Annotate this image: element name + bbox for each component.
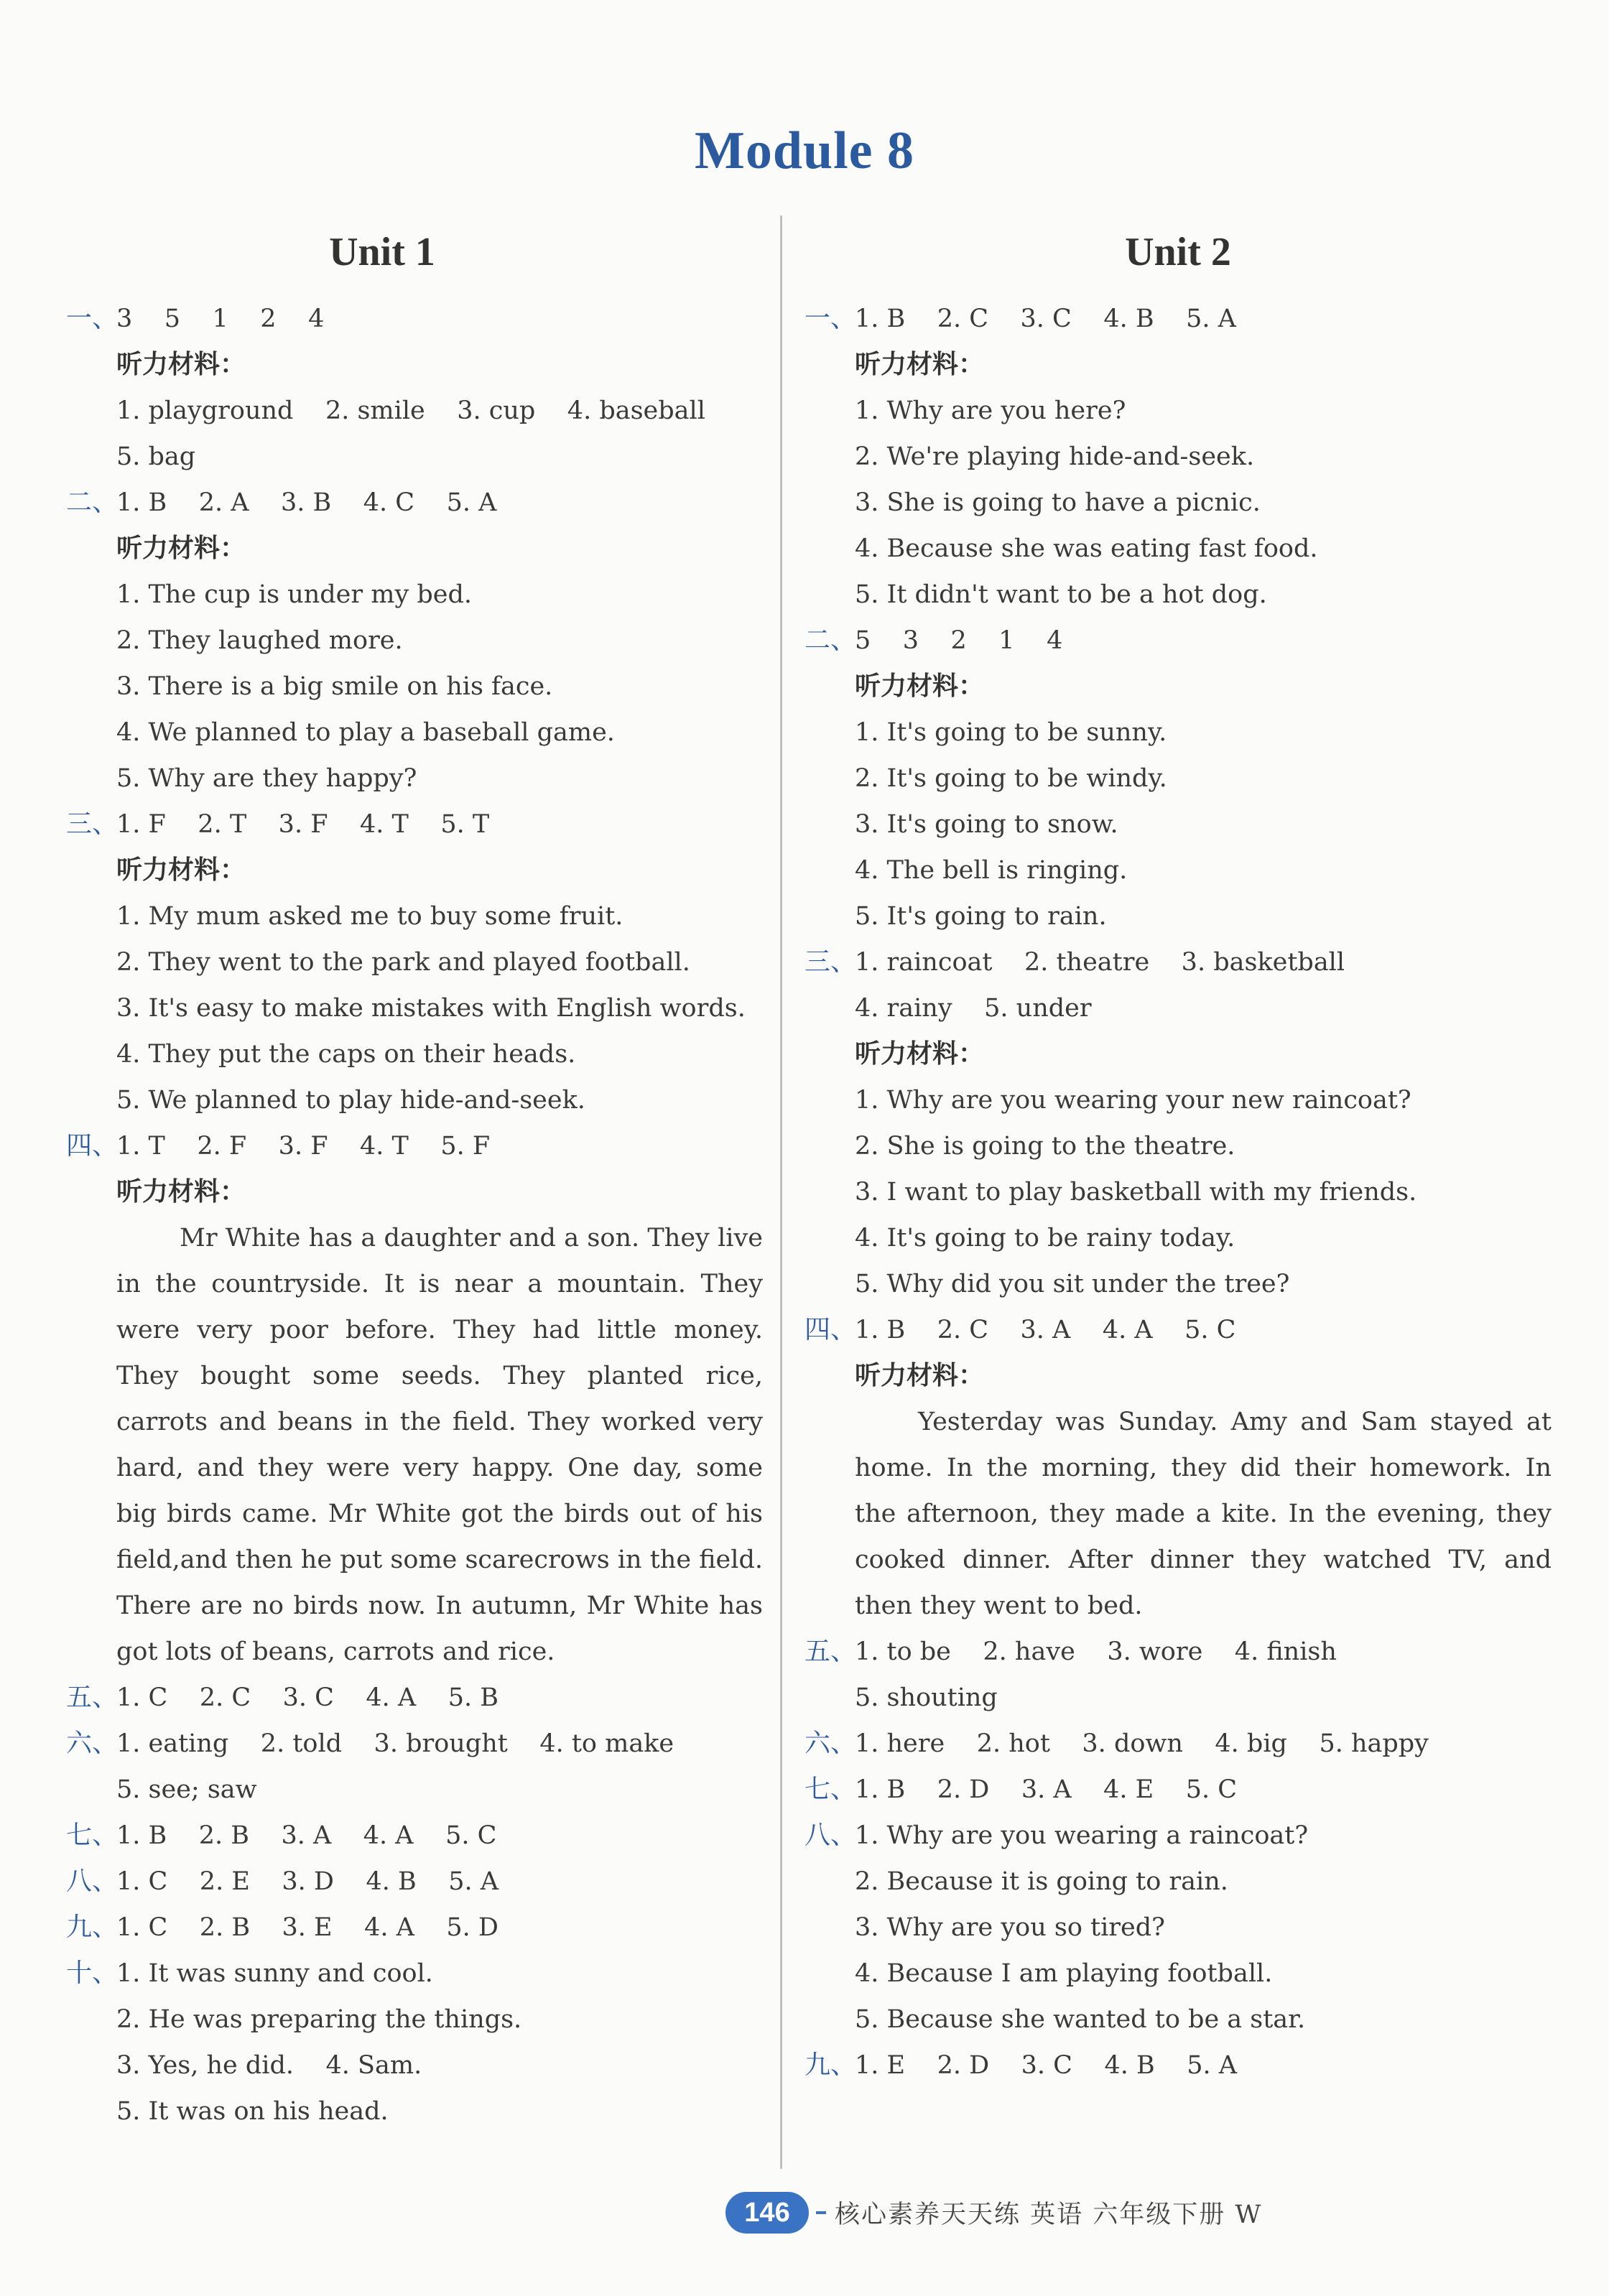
section-number: 三、 (66, 809, 119, 839)
text-line (804, 434, 1552, 480)
line-text: 2. She is going to the theatre. (855, 1132, 1235, 1161)
line-text: 4. It's going to be rainy today. (855, 1224, 1235, 1252)
line-text: 3. Why are you so tired? (855, 1913, 1165, 1942)
answer-text: 1. B 2. C 3. C 4. B 5. A (855, 305, 1236, 333)
line-text: 5. It's going to rain. (855, 902, 1107, 931)
answer-row (66, 1123, 763, 1169)
module-title: Module 8 (694, 121, 915, 180)
text-line (66, 893, 763, 939)
listening-label: 听力材料： (855, 350, 985, 379)
text-line (804, 1905, 1552, 1951)
text-line (66, 1997, 763, 2042)
text-line (804, 1077, 1552, 1123)
text-line (804, 526, 1552, 572)
section-number: 九、 (804, 2050, 857, 2080)
section-number: 八、 (804, 1821, 857, 1850)
line-text: 1. The cup is under my bed. (116, 580, 472, 609)
answer-text: 1. here 2. hot 3. down 4. big 5. happy (855, 1729, 1429, 1758)
section-number: 二、 (804, 626, 857, 655)
line-text: 5. We planned to play hide-and-seek. (116, 1086, 585, 1115)
listening-heading (66, 526, 763, 572)
text-line (804, 801, 1552, 847)
text-line (804, 1997, 1552, 2042)
unit1-passage: Mr White has a daughter and a son. They live in the countryside. It is near a mountain. They were very poor before. They had little money. They bought some seeds. They planted rice, carrots and beans in the field. They worked very hard, and they were very happy. One day, some big birds came. Mr White got the birds out of his field,and then he put some scarecrows in the field. There are no birds now. In autumn, Mr White has got lots of beans, carrots and rice. (116, 1224, 763, 1666)
line-text: 4. They put the caps on their heads. (116, 1040, 576, 1069)
answer-row (66, 1905, 763, 1951)
section-number: 七、 (804, 1775, 857, 1804)
text-line (66, 939, 763, 985)
unit1-title: Unit 1 (329, 230, 435, 274)
section-number: 五、 (804, 1637, 857, 1666)
text-line (804, 1123, 1552, 1169)
unit2-sections-2 (804, 1629, 1552, 2088)
section-number: 六、 (66, 1729, 119, 1758)
text-line (66, 572, 763, 618)
text-line (66, 618, 763, 664)
line-text: 5. Why did you sit under the tree? (855, 1270, 1290, 1298)
line-text: 3. It's easy to make mistakes with English words. (116, 994, 746, 1023)
text-line (804, 1261, 1552, 1307)
text-line (804, 1859, 1552, 1905)
line-text: 4. The bell is ringing. (855, 856, 1128, 885)
answer-text: 1. T 2. F 3. F 4. T 5. F (116, 1132, 491, 1161)
unit2-title: Unit 2 (1125, 230, 1231, 274)
unit2-sections (804, 296, 1552, 1399)
answer-row (804, 1629, 1552, 1675)
answer-row (66, 1859, 763, 1905)
section-number: 六、 (804, 1729, 857, 1758)
answer-row (804, 1307, 1552, 1353)
answer-row (804, 939, 1552, 985)
line-text: 3. It's going to snow. (855, 810, 1118, 839)
line-text: 2. It's going to be windy. (855, 764, 1167, 793)
answer-row (66, 1721, 763, 1767)
line-text: 5. Because she wanted to be a star. (855, 2005, 1306, 2034)
text-line (66, 1767, 763, 1813)
listening-label: 听力材料： (116, 534, 246, 563)
line-text: 5. Why are they happy? (116, 764, 417, 793)
text-line (804, 480, 1552, 526)
section-number: 四、 (804, 1315, 857, 1344)
listening-heading (66, 342, 763, 388)
line-text: 4. Because she was eating fast food. (855, 534, 1318, 563)
answer-row (804, 618, 1552, 664)
text-line (66, 1077, 763, 1123)
listening-heading (804, 1353, 1552, 1399)
text-line (804, 388, 1552, 434)
text-line (804, 1169, 1552, 1215)
text-line (804, 1675, 1552, 1721)
line-text: 1. playground 2. smile 3. cup 4. baseball (116, 396, 705, 425)
answer-text: 1. B 2. A 3. B 4. C 5. A (116, 488, 497, 517)
footer-dash (816, 2211, 826, 2214)
line-text: 2. Because it is going to rain. (855, 1867, 1228, 1896)
unit1-column (66, 224, 763, 2134)
line-text: 3. There is a big smile on his face. (116, 672, 553, 701)
listening-heading (66, 847, 763, 893)
line-text: 2. We're playing hide-and-seek. (855, 442, 1255, 471)
text-line (66, 388, 763, 434)
answer-text: 1. B 2. C 3. A 4. A 5. C (855, 1316, 1236, 1344)
answer-text: 1. It was sunny and cool. (116, 1959, 433, 1988)
section-number: 八、 (66, 1867, 119, 1896)
answer-row (804, 296, 1552, 342)
line-text: 1. It's going to be sunny. (855, 718, 1167, 747)
text-line (66, 664, 763, 710)
unit1-sections (66, 296, 763, 1215)
text-line (66, 434, 763, 480)
answer-text: 1. raincoat 2. theatre 3. basketball (855, 948, 1345, 977)
unit2-column (804, 224, 1552, 2088)
text-line (804, 1951, 1552, 1997)
line-text: 4. Because I am playing football. (855, 1959, 1273, 1988)
answer-text: 3 5 1 2 4 (116, 305, 325, 333)
text-line (804, 985, 1552, 1031)
unit2-passage: Yesterday was Sunday. Amy and Sam stayed at home. In the morning, they did their homework. In the afternoon, they made a kite. In the evening, they cooked dinner. After dinner they watched TV, and then they went to bed. (855, 1408, 1552, 1620)
line-text: 3. Yes, he did. 4. Sam. (116, 2051, 422, 2080)
answer-text: 5 3 2 1 4 (855, 626, 1063, 655)
text-line (66, 2088, 763, 2134)
line-text: 5. shouting (855, 1683, 998, 1712)
answer-text: 1. F 2. T 3. F 4. T 5. T (116, 810, 490, 839)
text-line (66, 2042, 763, 2088)
answer-text: 1. B 2. B 3. A 4. A 5. C (116, 1821, 497, 1850)
line-text: 2. They went to the park and played football. (116, 948, 690, 977)
line-text: 5. It didn't want to be a hot dog. (855, 580, 1267, 609)
text-line (804, 756, 1552, 801)
text-line (804, 847, 1552, 893)
answer-row (66, 480, 763, 526)
text-line (804, 572, 1552, 618)
section-number: 一、 (804, 304, 857, 333)
listening-label: 听力材料： (855, 671, 985, 701)
listening-label: 听力材料： (116, 855, 246, 885)
answer-row (804, 1721, 1552, 1767)
line-text: 5. bag (116, 442, 196, 471)
text-line (804, 710, 1552, 756)
listening-label: 听力材料： (116, 1177, 246, 1207)
section-number: 九、 (66, 1912, 119, 1942)
answer-row (804, 1767, 1552, 1813)
answer-row (804, 1813, 1552, 1859)
line-text: 2. They laughed more. (116, 626, 403, 655)
answer-row (66, 801, 763, 847)
listening-label: 听力材料： (855, 1039, 985, 1069)
section-number: 一、 (66, 304, 119, 333)
answer-text: 1. C 2. B 3. E 4. A 5. D (116, 1913, 499, 1942)
section-number: 四、 (66, 1131, 119, 1161)
section-number: 七、 (66, 1821, 119, 1850)
line-text: 1. Why are you here? (855, 396, 1126, 425)
page-number: 146 (725, 2192, 809, 2234)
page-footer (725, 2188, 1262, 2238)
answer-text: 1. E 2. D 3. C 4. B 5. A (855, 2051, 1237, 2080)
line-text: 2. He was preparing the things. (116, 2005, 522, 2034)
listening-heading (804, 1031, 1552, 1077)
listening-heading (804, 342, 1552, 388)
line-text: 4. We planned to play a baseball game. (116, 718, 615, 747)
text-line (66, 710, 763, 756)
answer-row (66, 1675, 763, 1721)
listening-label: 听力材料： (855, 1361, 985, 1390)
text-line (66, 1031, 763, 1077)
answer-text: 1. C 2. C 3. C 4. A 5. B (116, 1683, 499, 1712)
answer-row (66, 1951, 763, 1997)
text-line (804, 1215, 1552, 1261)
section-number: 二、 (66, 488, 119, 517)
answer-row (66, 296, 763, 342)
answer-text: 1. Why are you wearing a raincoat? (855, 1821, 1309, 1850)
section-number: 五、 (66, 1683, 119, 1712)
text-line (66, 985, 763, 1031)
listening-label: 听力材料： (116, 350, 246, 379)
answer-row (66, 1813, 763, 1859)
answer-text: 1. B 2. D 3. A 4. E 5. C (855, 1775, 1237, 1804)
line-text: 3. I want to play basketball with my friends. (855, 1178, 1417, 1207)
section-number: 十、 (66, 1958, 119, 1988)
line-text: 5. see; saw (116, 1775, 257, 1804)
answer-text: 1. eating 2. told 3. brought 4. to make (116, 1729, 674, 1758)
line-text: 3. She is going to have a picnic. (855, 488, 1261, 517)
answer-text: 1. to be 2. have 3. wore 4. finish (855, 1637, 1337, 1666)
column-divider (780, 215, 782, 2169)
section-number: 三、 (804, 947, 857, 977)
unit1-sections-2 (66, 1675, 763, 2134)
listening-heading (804, 664, 1552, 710)
line-text: 1. Why are you wearing your new raincoat? (855, 1086, 1411, 1115)
line-text: 4. rainy 5. under (855, 994, 1092, 1023)
text-line (66, 756, 763, 801)
line-text: 1. My mum asked me to buy some fruit. (116, 902, 623, 931)
line-text: 5. It was on his head. (116, 2097, 389, 2126)
answer-text: 1. C 2. E 3. D 4. B 5. A (116, 1867, 499, 1896)
text-line (804, 893, 1552, 939)
listening-heading (66, 1169, 763, 1215)
answer-row (804, 2042, 1552, 2088)
footer-text: 核心素养天天练 英语 六年级下册 W (835, 2200, 1263, 2229)
